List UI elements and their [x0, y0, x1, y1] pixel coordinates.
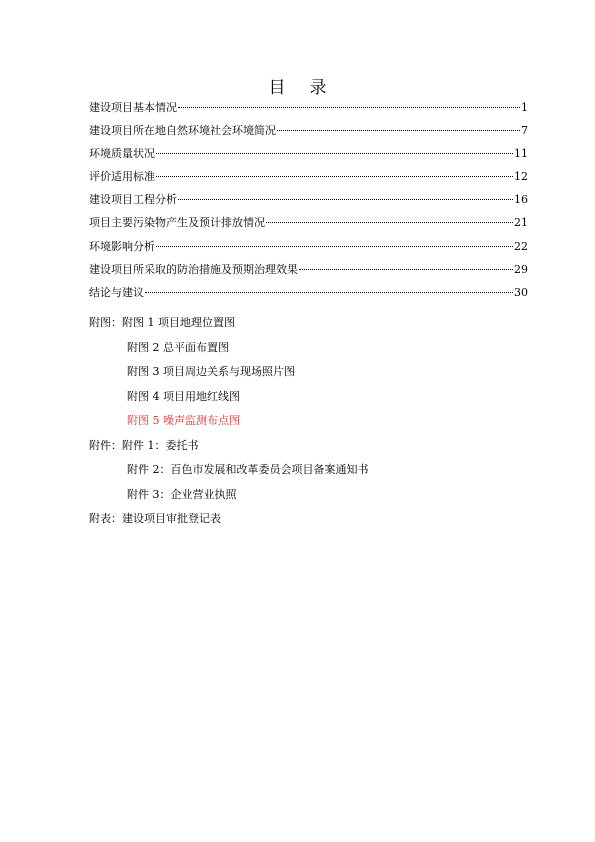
- figure-label: 附图 1 项目地理位置图: [122, 316, 235, 329]
- toc-entry[interactable]: [89, 165, 528, 188]
- figure-label: 附图 3 项目周边关系与现场照片图: [127, 365, 295, 378]
- toc-entry-page: 16: [514, 193, 528, 207]
- table-item[interactable]: [89, 507, 528, 532]
- dot-leader: [266, 222, 513, 223]
- dot-leader: [277, 130, 520, 131]
- annex-label: 附件 2：百色市发展和改革委员会项目备案通知书: [127, 463, 369, 476]
- toc-entry-page: 29: [514, 262, 528, 276]
- annex-item[interactable]: [89, 434, 528, 459]
- toc-entry-page: 11: [514, 147, 528, 161]
- dot-leader: [145, 292, 513, 293]
- dot-leader: [299, 269, 513, 270]
- toc-entry-label: 评价适用标准: [89, 170, 155, 184]
- toc-entry[interactable]: [89, 188, 528, 211]
- toc-entry-page: 1: [521, 101, 528, 114]
- toc-entry-page: 21: [514, 216, 528, 230]
- toc-entry-label: 结论与建议: [89, 285, 144, 299]
- toc-entry-page: 12: [514, 170, 528, 184]
- figure-label: 附图 5 噪声监测布点图: [127, 414, 240, 427]
- annex-item[interactable]: [89, 458, 528, 483]
- toc-entry[interactable]: [89, 119, 528, 142]
- figure-item[interactable]: [89, 311, 528, 336]
- toc-entry-label: 建设项目所采取的防治措施及预期治理效果: [89, 262, 298, 276]
- toc-entry-label: 建设项目基本情况: [89, 101, 177, 114]
- toc-entry-label: 项目主要污染物产生及预计排放情况: [89, 216, 265, 230]
- toc-entry[interactable]: [89, 235, 528, 258]
- figure-item[interactable]: [89, 385, 528, 410]
- figure-item[interactable]: [89, 336, 528, 361]
- toc-entry-label: 建设项目所在地自然环境社会环境简况: [89, 124, 276, 138]
- toc-entry[interactable]: [89, 258, 528, 281]
- toc-entry[interactable]: [89, 142, 528, 165]
- toc-entry-page: 22: [514, 239, 528, 253]
- toc-entry-label: 环境质量状况: [89, 147, 155, 161]
- table-label: 附表：建设项目审批登记表: [89, 512, 221, 525]
- figure-label: 附图 2 总平面布置图: [127, 340, 229, 354]
- annex-item[interactable]: [89, 483, 528, 508]
- dot-leader: [178, 199, 513, 200]
- figure-item-highlighted[interactable]: [89, 409, 528, 434]
- annex-label: 附件 1：委托书: [122, 438, 199, 452]
- dot-leader: [156, 176, 513, 177]
- dot-leader: [156, 246, 513, 247]
- figure-label: 附图 4 项目用地红线图: [127, 389, 240, 403]
- toc-entry-label: 环境影响分析: [89, 239, 155, 253]
- figures-heading: 附图：: [89, 316, 122, 329]
- table-of-contents: [89, 96, 528, 304]
- toc-entry[interactable]: [89, 211, 528, 234]
- toc-title: 目录: [268, 78, 351, 98]
- toc-entry[interactable]: [89, 281, 528, 304]
- dot-leader: [178, 107, 520, 108]
- toc-entry-page: 30: [514, 285, 528, 299]
- annex-label: 附件 3：企业营业执照: [127, 487, 237, 501]
- dot-leader: [156, 153, 513, 154]
- attachments-list: [89, 311, 528, 532]
- toc-entry-label: 建设项目工程分析: [89, 193, 177, 207]
- toc-entry[interactable]: [89, 96, 528, 119]
- annexes-heading: 附件：: [89, 438, 122, 452]
- toc-entry-page: 7: [521, 124, 528, 138]
- figure-item[interactable]: [89, 360, 528, 385]
